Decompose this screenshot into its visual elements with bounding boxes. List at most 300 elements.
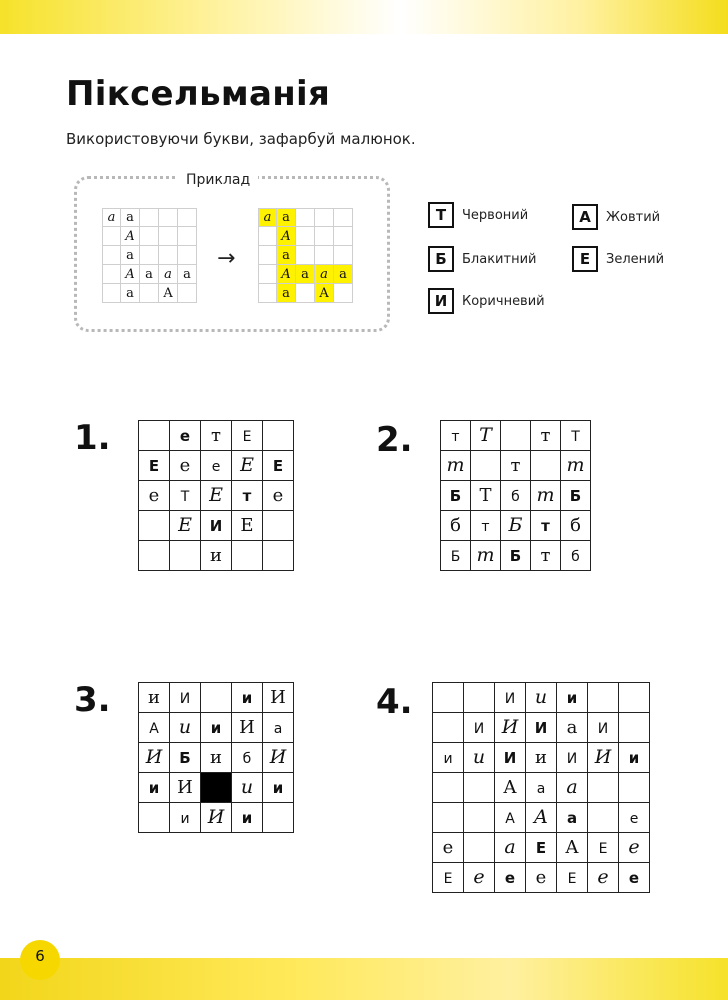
- puzzle-cell[interactable]: [170, 803, 201, 833]
- puzzle-cell[interactable]: [464, 743, 495, 773]
- puzzle-cell[interactable]: [557, 683, 588, 713]
- cell-letter: И: [566, 750, 578, 767]
- cell-letter: е: [272, 484, 284, 506]
- top-decorative-band: [0, 0, 728, 34]
- example-row: [102, 284, 197, 303]
- puzzle-cell[interactable]: [464, 863, 495, 893]
- cell-letter: Т: [180, 488, 190, 505]
- puzzle-cell[interactable]: [464, 773, 495, 803]
- puzzle-grid-2: [440, 420, 591, 571]
- cell-letter: Е: [240, 454, 254, 476]
- puzzle-cell[interactable]: [588, 683, 619, 713]
- puzzle-cell[interactable]: [201, 743, 232, 773]
- puzzle-cell[interactable]: [433, 833, 464, 863]
- cell-letter: е: [148, 484, 160, 506]
- puzzle-grid-4: [432, 682, 650, 893]
- example-cell: А: [159, 284, 178, 303]
- puzzle-cell[interactable]: [441, 451, 471, 481]
- example-cell: а: [277, 208, 296, 227]
- puzzle-cell[interactable]: [526, 773, 557, 803]
- puzzle-row: [441, 541, 591, 571]
- puzzle-cell[interactable]: [441, 481, 471, 511]
- puzzle-cell[interactable]: [232, 421, 263, 451]
- example-cell: [315, 246, 334, 265]
- example-cell: [178, 227, 197, 246]
- cell-letter: А: [149, 720, 159, 737]
- instructions: Використовуючи букви, зафарбуй малюнок.: [66, 130, 416, 148]
- puzzle-cell[interactable]: [619, 683, 650, 713]
- cell-letter: И: [473, 720, 485, 737]
- puzzle-cell[interactable]: [501, 421, 531, 451]
- example-cell: [140, 208, 159, 227]
- cell-letter: И: [503, 748, 517, 767]
- puzzle-cell[interactable]: [471, 451, 501, 481]
- puzzle-cell[interactable]: [464, 833, 495, 863]
- cell-letter: Б: [569, 486, 582, 505]
- puzzle-cell[interactable]: [170, 773, 201, 803]
- puzzle-cell[interactable]: [232, 541, 263, 571]
- puzzle-number-4: 4.: [376, 682, 413, 722]
- cell-letter: Б: [449, 486, 462, 505]
- cell-letter: е: [629, 810, 639, 827]
- puzzle-cell[interactable]: [263, 803, 294, 833]
- puzzle-cell[interactable]: [232, 481, 263, 511]
- cell-letter: Б: [450, 548, 461, 565]
- example-cell: а: [140, 265, 159, 284]
- puzzle-cell[interactable]: [526, 683, 557, 713]
- cell-letter: и: [443, 750, 453, 767]
- puzzle-cell[interactable]: [588, 803, 619, 833]
- puzzle-cell[interactable]: [531, 541, 561, 571]
- puzzle-cell[interactable]: [561, 541, 591, 571]
- puzzle-cell[interactable]: [433, 773, 464, 803]
- legend-key: Б: [428, 246, 454, 272]
- puzzle-cell[interactable]: [619, 773, 650, 803]
- puzzle-row: [139, 541, 294, 571]
- puzzle-row: [441, 451, 591, 481]
- puzzle-cell[interactable]: [495, 713, 526, 743]
- example-cell: [296, 246, 315, 265]
- example-row: [258, 246, 353, 265]
- cell-letter: И: [270, 686, 286, 708]
- puzzle-cell[interactable]: [232, 511, 263, 541]
- example-cell: А: [121, 265, 140, 284]
- puzzle-cell[interactable]: [232, 713, 263, 743]
- puzzle-cell[interactable]: [557, 863, 588, 893]
- puzzle-cell[interactable]: [232, 773, 263, 803]
- cell-letter: Т: [479, 424, 492, 446]
- puzzle-cell[interactable]: [531, 511, 561, 541]
- cell-letter: б: [450, 514, 461, 536]
- cell-letter: Б: [508, 514, 523, 536]
- puzzle-cell[interactable]: [501, 541, 531, 571]
- legend-key: Т: [428, 202, 454, 228]
- puzzle-cell[interactable]: [471, 541, 501, 571]
- puzzle-cell[interactable]: [201, 541, 232, 571]
- cell-letter: И: [239, 716, 255, 738]
- puzzle-cell[interactable]: [263, 541, 294, 571]
- puzzle-cell[interactable]: [531, 451, 561, 481]
- puzzle-cell[interactable]: [433, 863, 464, 893]
- cell-letter: Е: [535, 838, 547, 857]
- puzzle-cell[interactable]: [441, 511, 471, 541]
- puzzle-cell[interactable]: [471, 481, 501, 511]
- puzzle-cell[interactable]: [201, 683, 232, 713]
- puzzle-grid-1: [138, 420, 294, 571]
- puzzle-cell[interactable]: [588, 833, 619, 863]
- puzzle-cell[interactable]: [139, 511, 170, 541]
- cell-letter: е: [504, 868, 516, 887]
- puzzle-cell[interactable]: [495, 773, 526, 803]
- puzzle-cell[interactable]: [263, 713, 294, 743]
- puzzle-cell[interactable]: [139, 683, 170, 713]
- legend-label: Блакитний: [462, 251, 537, 267]
- cell-letter: т: [540, 424, 551, 446]
- puzzle-cell[interactable]: [588, 743, 619, 773]
- puzzle-cell[interactable]: [170, 713, 201, 743]
- puzzle-row: [433, 803, 650, 833]
- puzzle-cell[interactable]: [501, 451, 531, 481]
- cell-letter: и: [178, 716, 192, 738]
- cell-letter: т: [541, 516, 550, 535]
- cell-letter: а: [566, 808, 578, 827]
- legend-key: И: [428, 288, 454, 314]
- example-cell: [296, 208, 315, 227]
- example-cell: [102, 284, 121, 303]
- cell-letter: И: [179, 690, 191, 707]
- example-row: [102, 246, 197, 265]
- cell-letter: и: [210, 544, 222, 566]
- puzzle-cell[interactable]: [263, 773, 294, 803]
- page-number: 6: [20, 940, 60, 980]
- example-cell: [140, 227, 159, 246]
- cell-letter: И: [269, 746, 287, 768]
- legend-key: А: [572, 204, 598, 230]
- example-cell: [159, 246, 178, 265]
- puzzle-cell[interactable]: [464, 713, 495, 743]
- puzzle-cell[interactable]: [526, 863, 557, 893]
- puzzle-cell[interactable]: [232, 743, 263, 773]
- example-cell: [178, 246, 197, 265]
- puzzle-cell[interactable]: [263, 683, 294, 713]
- cell-letter: б: [570, 514, 581, 536]
- cell-letter: е: [211, 458, 221, 475]
- example-row: [102, 265, 197, 284]
- cell-letter: е: [628, 836, 640, 858]
- puzzle-cell[interactable]: [139, 743, 170, 773]
- legend-label: Жовтий: [606, 209, 661, 225]
- puzzle-cell[interactable]: [495, 803, 526, 833]
- puzzle-cell[interactable]: [170, 451, 201, 481]
- puzzle-cell[interactable]: [433, 743, 464, 773]
- puzzle-cell[interactable]: [588, 773, 619, 803]
- puzzle-cell[interactable]: [170, 743, 201, 773]
- puzzle-row: [441, 511, 591, 541]
- puzzle-cell[interactable]: [139, 541, 170, 571]
- puzzle-cell[interactable]: [526, 803, 557, 833]
- puzzle-cell[interactable]: [531, 481, 561, 511]
- puzzle-cell[interactable]: [263, 421, 294, 451]
- puzzle-cell[interactable]: [139, 481, 170, 511]
- puzzle-cell[interactable]: [433, 803, 464, 833]
- puzzle-cell[interactable]: [501, 481, 531, 511]
- cell-letter: а: [566, 716, 578, 738]
- puzzle-cell[interactable]: [201, 803, 232, 833]
- cell-letter: е: [473, 866, 485, 888]
- example-cell: [102, 246, 121, 265]
- cell-letter: и: [628, 748, 640, 767]
- puzzle-cell[interactable]: [619, 743, 650, 773]
- puzzle-cell[interactable]: [561, 421, 591, 451]
- puzzle-cell[interactable]: [201, 773, 232, 803]
- legend-item-blue: [428, 246, 536, 272]
- cell-letter: т: [451, 428, 460, 445]
- puzzle-row: [441, 481, 591, 511]
- example-cell: А: [121, 227, 140, 246]
- cell-letter: Е: [443, 870, 453, 887]
- puzzle-row: [139, 421, 294, 451]
- puzzle-cell[interactable]: [170, 511, 201, 541]
- puzzle-number-3: 3.: [74, 680, 111, 720]
- example-cell: а: [121, 246, 140, 265]
- cell-letter: И: [594, 746, 612, 768]
- cell-letter: и: [472, 746, 486, 768]
- example-cell: [140, 246, 159, 265]
- example-row: [258, 227, 353, 246]
- example-row: [102, 208, 197, 227]
- example-cell: [296, 284, 315, 303]
- puzzle-cell[interactable]: [201, 421, 232, 451]
- example-row: [102, 227, 197, 246]
- example-grid-after: [258, 208, 353, 303]
- example-cell: [258, 265, 277, 284]
- cell-letter: и: [272, 778, 284, 797]
- legend-item-green: [572, 246, 664, 272]
- example-cell: А: [277, 227, 296, 246]
- puzzle-cell[interactable]: [561, 451, 591, 481]
- puzzle-row: [139, 451, 294, 481]
- puzzle-cell[interactable]: [619, 713, 650, 743]
- puzzle-cell[interactable]: [619, 833, 650, 863]
- cell-letter: и: [210, 718, 222, 737]
- puzzle-cell[interactable]: [263, 511, 294, 541]
- puzzle-row: [139, 683, 294, 713]
- page-title: Піксельманія: [66, 74, 331, 114]
- puzzle-cell[interactable]: [464, 683, 495, 713]
- puzzle-cell[interactable]: [170, 481, 201, 511]
- puzzle-cell[interactable]: [619, 863, 650, 893]
- cell-letter: и: [241, 688, 253, 707]
- puzzle-cell[interactable]: [526, 743, 557, 773]
- example-cell: а: [121, 284, 140, 303]
- puzzle-cell[interactable]: [139, 713, 170, 743]
- puzzle-row: [441, 421, 591, 451]
- puzzle-row: [139, 481, 294, 511]
- puzzle-cell[interactable]: [557, 833, 588, 863]
- puzzle-cell[interactable]: [471, 511, 501, 541]
- cell-letter: т: [446, 454, 465, 476]
- example-cell: а: [102, 208, 121, 227]
- example-cell: [258, 246, 277, 265]
- example-cell: [159, 208, 178, 227]
- example-cell: а: [121, 208, 140, 227]
- cell-letter: е: [628, 868, 640, 887]
- puzzle-cell[interactable]: [619, 803, 650, 833]
- cell-letter: т: [536, 484, 555, 506]
- puzzle-cell[interactable]: [495, 743, 526, 773]
- cell-letter: а: [504, 836, 516, 858]
- example-cell: [315, 227, 334, 246]
- puzzle-cell[interactable]: [263, 481, 294, 511]
- puzzle-cell[interactable]: [263, 451, 294, 481]
- example-cell: [296, 227, 315, 246]
- cell-letter: и: [535, 746, 547, 768]
- example-cell: [140, 284, 159, 303]
- bottom-decorative-band: [0, 958, 728, 1000]
- cell-letter: Е: [148, 456, 160, 475]
- puzzle-cell[interactable]: [495, 683, 526, 713]
- puzzle-cell[interactable]: [495, 833, 526, 863]
- puzzle-cell[interactable]: [588, 713, 619, 743]
- puzzle-grid-3: [138, 682, 294, 833]
- example-cell: [334, 227, 353, 246]
- cell-letter: И: [209, 516, 223, 535]
- puzzle-cell[interactable]: [232, 683, 263, 713]
- puzzle-cell[interactable]: [201, 511, 232, 541]
- example-cell: [102, 265, 121, 284]
- cell-letter: И: [207, 806, 225, 828]
- puzzle-cell[interactable]: [561, 511, 591, 541]
- example-cell: а: [296, 265, 315, 284]
- puzzle-row: [433, 833, 650, 863]
- example-cell: [159, 227, 178, 246]
- example-cell: А: [315, 284, 334, 303]
- puzzle-cell[interactable]: [441, 421, 471, 451]
- puzzle-cell[interactable]: [433, 713, 464, 743]
- legend-item-red: [428, 202, 528, 228]
- example-grid-before: [102, 208, 197, 303]
- puzzle-cell[interactable]: [139, 451, 170, 481]
- puzzle-cell[interactable]: [170, 683, 201, 713]
- example-cell: а: [258, 208, 277, 227]
- puzzle-cell[interactable]: [232, 451, 263, 481]
- example-cell: а: [315, 265, 334, 284]
- cell-letter: И: [534, 718, 548, 737]
- puzzle-cell[interactable]: [526, 833, 557, 863]
- puzzle-cell[interactable]: [201, 481, 232, 511]
- example-cell: а: [334, 265, 353, 284]
- cell-letter: б: [511, 488, 520, 505]
- cell-letter: е: [597, 866, 609, 888]
- puzzle-cell[interactable]: [495, 863, 526, 893]
- example-row: [258, 208, 353, 227]
- example-cell: а: [277, 246, 296, 265]
- cell-letter: И: [177, 776, 193, 798]
- cell-letter: Е: [242, 428, 252, 445]
- cell-letter: е: [179, 454, 191, 476]
- puzzle-cell[interactable]: [170, 421, 201, 451]
- puzzle-cell[interactable]: [433, 683, 464, 713]
- puzzle-cell[interactable]: [139, 421, 170, 451]
- puzzle-cell[interactable]: [232, 803, 263, 833]
- cell-letter: Е: [240, 514, 254, 536]
- cell-letter: Б: [179, 748, 191, 767]
- puzzle-cell[interactable]: [588, 863, 619, 893]
- puzzle-number-1: 1.: [74, 418, 111, 458]
- example-cell: [178, 284, 197, 303]
- cell-letter: и: [241, 808, 253, 827]
- cell-letter: А: [533, 806, 549, 828]
- puzzle-cell[interactable]: [557, 803, 588, 833]
- puzzle-cell[interactable]: [139, 803, 170, 833]
- cell-letter: И: [145, 746, 163, 768]
- legend-item-brown: [428, 288, 545, 314]
- example-cell: [258, 227, 277, 246]
- puzzle-cell[interactable]: [170, 541, 201, 571]
- example-cell: [102, 227, 121, 246]
- cell-letter: е: [535, 866, 547, 888]
- cell-letter: Т: [571, 428, 580, 445]
- puzzle-row: [139, 743, 294, 773]
- puzzle-row: [433, 773, 650, 803]
- legend-label: Червоний: [462, 207, 529, 223]
- puzzle-cell[interactable]: [501, 511, 531, 541]
- cell-letter: Е: [178, 514, 192, 536]
- example-row: [258, 265, 353, 284]
- puzzle-cell[interactable]: [561, 481, 591, 511]
- cell-letter: И: [597, 720, 609, 737]
- example-row: [258, 284, 353, 303]
- puzzle-row: [139, 803, 294, 833]
- puzzle-cell[interactable]: [471, 421, 501, 451]
- example-cell: [315, 208, 334, 227]
- puzzle-cell[interactable]: [531, 421, 561, 451]
- example-cell: [178, 208, 197, 227]
- puzzle-cell[interactable]: [201, 451, 232, 481]
- puzzle-cell[interactable]: [526, 713, 557, 743]
- puzzle-cell[interactable]: [464, 803, 495, 833]
- cell-letter: А: [503, 776, 517, 798]
- cell-letter: а: [273, 720, 283, 737]
- example-cell: [334, 208, 353, 227]
- legend-key: Е: [572, 246, 598, 272]
- puzzle-cell[interactable]: [557, 713, 588, 743]
- cell-letter: и: [148, 686, 160, 708]
- puzzle-row: [139, 773, 294, 803]
- example-cell: а: [277, 284, 296, 303]
- puzzle-cell[interactable]: [441, 541, 471, 571]
- legend-label: Коричневий: [462, 293, 545, 309]
- puzzle-cell[interactable]: [263, 743, 294, 773]
- puzzle-cell[interactable]: [557, 743, 588, 773]
- cell-letter: и: [566, 688, 578, 707]
- puzzle-cell[interactable]: [139, 773, 170, 803]
- cell-letter: т: [242, 486, 252, 505]
- cell-letter: е: [442, 836, 454, 858]
- example-label: Приклад: [178, 172, 258, 188]
- cell-letter: А: [565, 836, 579, 858]
- puzzle-cell[interactable]: [201, 713, 232, 743]
- cell-letter: и: [240, 776, 254, 798]
- puzzle-number-2: 2.: [376, 420, 413, 460]
- cell-letter: А: [505, 810, 515, 827]
- puzzle-cell[interactable]: [557, 773, 588, 803]
- arrow-right-icon: →: [217, 246, 236, 271]
- example-cell: [334, 284, 353, 303]
- cell-letter: а: [536, 780, 546, 797]
- example-cell: [258, 284, 277, 303]
- cell-letter: И: [504, 690, 516, 707]
